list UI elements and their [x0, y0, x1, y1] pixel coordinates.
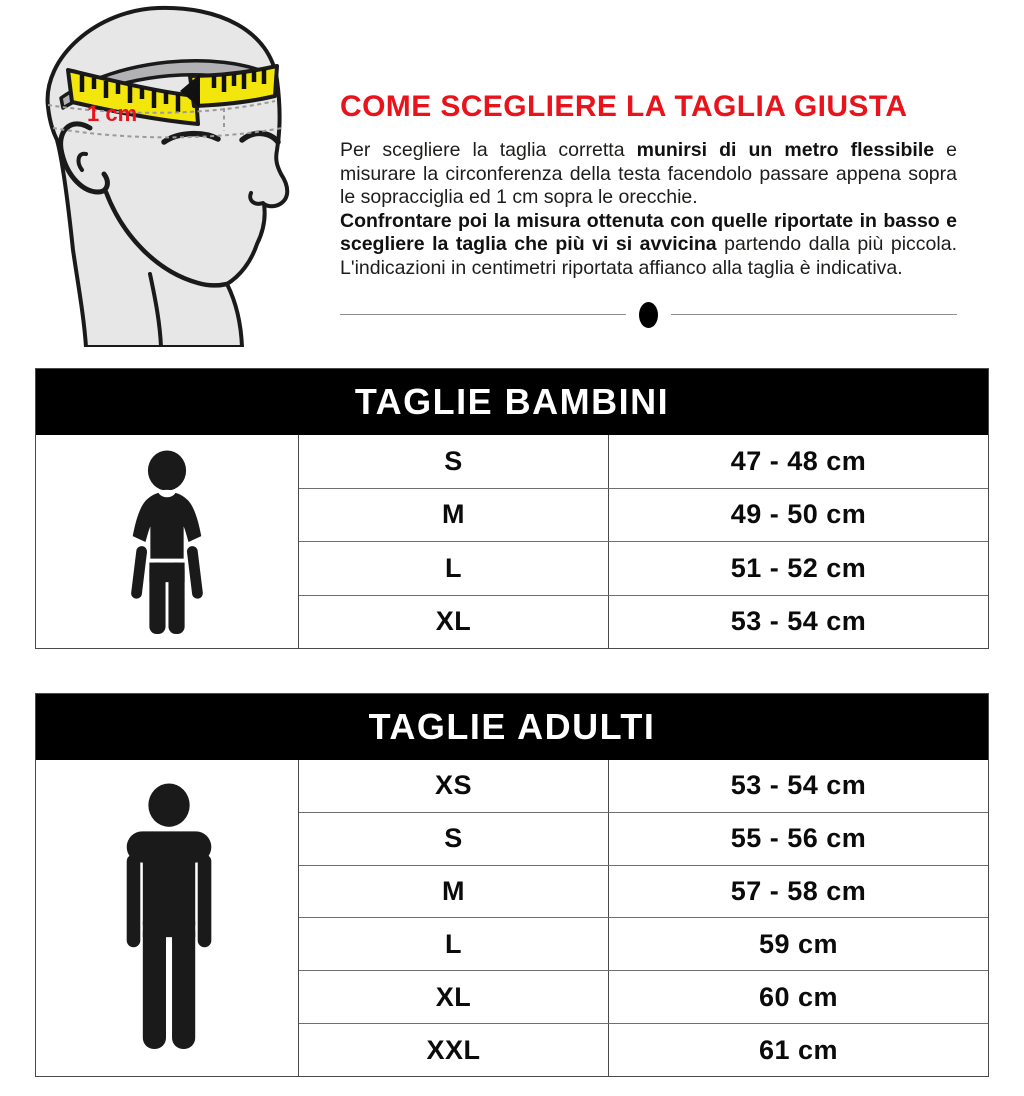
size-cell: M	[299, 489, 609, 542]
section-divider	[340, 302, 957, 328]
kids-icon-cell	[36, 435, 299, 648]
table-row	[299, 595, 988, 649]
table-row	[299, 488, 988, 542]
size-cell: S	[299, 813, 609, 865]
kids-size-table	[35, 368, 989, 649]
intro-text-bold-2: Confrontare poi la misura ottenuta con quelle riportate in basso e scegliere la taglia che più vi si avvicina	[340, 209, 957, 256]
adult-table-title: TAGLIE ADULTI	[36, 694, 988, 760]
adult-size-table	[35, 693, 989, 1077]
child-figure-icon	[121, 449, 213, 635]
measurement-guide-section	[0, 0, 1024, 368]
adult-figure-icon	[115, 782, 219, 1054]
intro-text-normal-3: partendo dalla più piccola. L'indicazioni in centimetri riportata affianco alla taglia è indicativa.	[340, 233, 957, 279]
divider-line-right	[671, 314, 957, 316]
table-row	[299, 760, 988, 812]
table-row	[299, 812, 988, 865]
table-row	[299, 435, 988, 488]
divider-dot	[639, 302, 658, 328]
size-cell: S	[299, 435, 609, 488]
intro-block	[340, 90, 957, 328]
divider-line-left	[340, 314, 626, 316]
kids-table-body	[36, 435, 988, 648]
range-cell: 53 - 54 cm	[730, 606, 867, 637]
page-title: COME SCEGLIERE LA TAGLIA GIUSTA	[340, 90, 908, 123]
range-cell: 59 cm	[758, 928, 839, 959]
head-measurement-illustration	[28, 2, 333, 347]
intro-paragraph	[340, 139, 957, 281]
table-row	[299, 541, 988, 595]
intro-text-normal-2: e misurare la circonferenza della testa facendolo passare appena sopra le sopracciglia ed 1 cm sopra le orecchie.	[340, 139, 958, 209]
range-cell: 60 cm	[758, 981, 839, 1012]
kids-rows	[299, 435, 988, 648]
size-cell: M	[299, 866, 609, 918]
adult-table-body	[36, 760, 988, 1076]
one-cm-label: 1 cm	[87, 101, 138, 126]
intro-text-normal-1: Per scegliere la taglia corretta	[340, 139, 637, 161]
range-cell: 49 - 50 cm	[730, 499, 867, 530]
range-cell: 57 - 58 cm	[730, 876, 867, 907]
range-cell: 61 cm	[758, 1034, 839, 1065]
table-row	[299, 865, 988, 918]
head-outline	[48, 8, 288, 347]
adult-icon-cell	[36, 760, 299, 1076]
kids-table-title: TAGLIE BAMBINI	[36, 369, 988, 435]
size-cell: XS	[299, 760, 609, 812]
table-row	[299, 970, 988, 1023]
range-cell: 51 - 52 cm	[730, 552, 867, 583]
table-row	[299, 917, 988, 970]
range-cell: 53 - 54 cm	[730, 770, 867, 801]
size-cell: XXL	[299, 1024, 609, 1076]
intro-text-bold-1: munirsi di un metro flessibile	[636, 139, 935, 161]
size-cell: L	[299, 918, 609, 970]
size-cell: XL	[299, 971, 609, 1023]
adult-rows	[299, 760, 988, 1076]
range-cell: 55 - 56 cm	[730, 823, 867, 854]
range-cell: 47 - 48 cm	[730, 445, 867, 476]
size-cell: XL	[299, 596, 609, 649]
table-row	[299, 1023, 988, 1076]
size-cell: L	[299, 542, 609, 595]
